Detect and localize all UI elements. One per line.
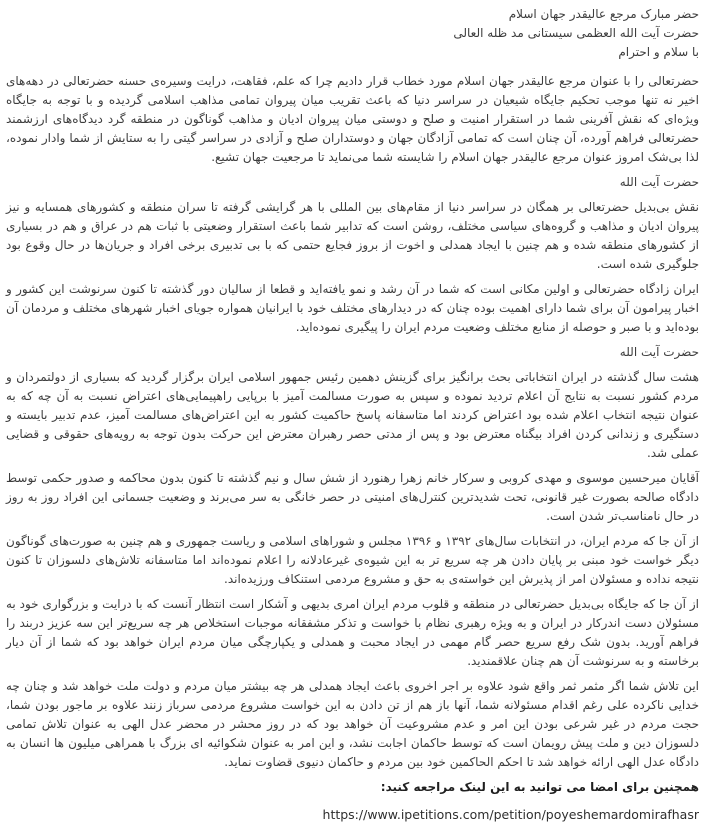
salutation-line-1: حضر مبارک مرجع عالیقدر جهان اسلام bbox=[508, 7, 699, 21]
paragraph-1: حضرتعالی را با عنوان مرجع عالیقدر جهان اسلام مورد خطاب قرار دادیم چرا که علم، فقاهت، درایت وسیره‌ی حسنه حضرتعالی در دهه‌های اخیر نه تنها موجب تحکیم جایگاه شیعیان در سراسر دنیا که باعث تقریب میان پیروان تمامی مذاهب اسلامی گردیده و با توجه به جایگاه ویژه‌ای که نقش آفرینی شما در استقرار امنیت و صلح و دوستی میان پیروان ادیان و مذاهب گوناگون در منطقه گرد دیدگاه‌های ارزشمند حضرتعالی فراهم آورده، آن چنان است که تمامی آزادگان جهان و دوستداران صلح و آزادی در سراسر گیتی را به ستایش از شما وادار نموده، لذا بی‌شک امروز عنوان مرجع عالیقدر جهان اسلام را شایسته شما می‌نماید تا مرجعیت جهان تشیع. bbox=[6, 74, 699, 164]
petition-url-link[interactable]: https://www.ipetitions.com/petition/poyeshemardomirafhasr bbox=[322, 807, 699, 822]
salutation-line-2: حضرت آیت الله العظمی سیستانی مد ظله العالی bbox=[453, 26, 699, 40]
signature-prompt: همچنین برای امضا می توانید به این لینک مراجعه کنید: bbox=[380, 780, 699, 794]
paragraph-7: از آن جا که جایگاه بی‌بدیل حضرتعالی در منطقه و قلوب مردم ایران امری بدیهی و آشکار است انتظار آنست که با درایت و بزرگواری خود به مسئولان دست اندرکار در ایران و به ویژه رهبری نظام با خواست و تذکر مشفقانه موجبات استخلاص هر چه سریع‌تر این سه عزیز دربند را فراهم آورید. بدون شک رفع سریع حصر گام مهمی در ایجاد محبت و همدلی و یکپارچگی میان مردم ایران خواهد بود که شما از آن دیار برخاسته و به سرنوشت آن هم چنان علاقمندید. bbox=[6, 597, 699, 668]
subheading-ayatollah-1: حضرت آیت الله bbox=[619, 175, 699, 189]
paragraph-6: از آن جا که مردم ایران، در انتخابات سال‌های ۱۳۹۲ و ۱۳۹۶ مجلس و شوراهای اسلامی و ریاست جمهوری و هم چنین به صورت‌های گوناگون دیگر خواست خود مبنی بر پایان دادن هر چه سریع تر به این شیوه‌ی غیرعادلانه را اعلام نموده‌اند اما متاسفانه تلاش‌های دلسوزان تا کنون نتیجه نداده و مسئولان امر از پذیرش این خواسته‌ی به حق و مشروع مردمی استنکاف ورزیده‌اند. bbox=[6, 534, 699, 586]
paragraph-5: آقایان میرحسین موسوی و مهدی کروبی و سرکار خانم زهرا رهنورد از شش سال و نیم گذشته تا کنون بدون محاکمه و صدور حکمی توسط دادگاه صالحه بصورت غیر قانونی، تحت شدیدترین کنترل‌های امنیتی در حصر خانگی به سر می‌برند و وضعیت جسمانی این افراد روز به روز در حال نامناسب‌تر شدن است. bbox=[6, 471, 699, 523]
paragraph-8: این تلاش شما اگر مثمر ثمر واقع شود علاوه بر اجر اخروی باعث ایجاد همدلی هر چه بیشتر میان مردم و دولت ملت خواهد شد و چنان چه خدایی ناکرده علی رغم اقدام مسئولانه شما، آنها باز هم از تن دادن به این خواست مشروع مردمی سرباز زنند علاوه بر ماجور بودن شما، حجت مردم در غیر شرعی بودن این امر و عدم مشروعیت آن خواهد بود که در روز محشر در محضر عدل الهی به عنوان تلاش تمامی دلسوزان دین و ملت پیش رویمان است که توسط حاکمان اجابت نشد، و این امر به عنوان شکوائیه ای بزرگ با همراهی میلیون ها انسان به دادگاه عدل الهی ارائه خواهد شد تا احکم الحاکمین خود بین مردم و حاکمان دنیوی قضاوت نماید. bbox=[6, 679, 699, 769]
paragraph-2: نقش بی‌بدیل حضرتعالی بر همگان در سراسر دنیا از مقام‌های بین المللی با هر گرایشی گرفته تا سران منطقه و کشورهای همسایه و نیز پیروان ادیان و مذاهب و گروه‌های سیاسی مختلف، روشن است که تدابیر شما باعث استقرار وضعیتی با ثبات هم در عراق و هم در بسیاری از کشورهای منطقه شده و هم چنین با ایجاد همدلی و اخوت از بروز فجایع حتمی که با بی تدبیری برخی افراد و جریان‌ها در حال وقوع بود جلوگیری شده است. bbox=[6, 200, 699, 271]
letter-salutation bbox=[6, 5, 699, 62]
paragraph-3: ایران زادگاه حضرتعالی و اولین مکانی است که شما در آن رشد و نمو یافته‌اید و قطعا از سالیان دور گذشته تا کنون سرنوشت این کشور و اخبار پیرامون آن برای شما دارای اهمیت بوده چنان که در دیدارهای مختلف خود با ایرانیان همواره جویای اخبار شهرهای مختلف و مردمان آن بوده‌اید و با صبر و حوصله از منابع مختلف وضعیت مردم ایران را پیگیری نموده‌اید. bbox=[6, 282, 699, 334]
salutation-line-3: با سلام و احترام bbox=[618, 45, 699, 59]
paragraph-4: هشت سال گذشته در ایران انتخاباتی بحث برانگیز برای گزینش دهمین رئیس جمهور اسلامی ایران برگزار گردید که بسیاری از دولتمردان و مردم کشور نسبت به نتایج آن اعلام تردید نموده و سپس به صورت مسالمت آمیز با برپایی راهپیمایی‌های اعتراض نسبت به آن چه که به عنوان نتیجه انتخاب اعلام شده بود اعتراض کردند اما متاسفانه پاسخ حاکمیت کشور به این اعتراض‌های مسالمت آمیز، عدم تدبیر بایسته و دستگیری و زندانی کردن افراد بیگناه معترض بود و پس از مدتی حصر رهبران معترض این حرکت بدون توجه به رویه‌های حقوقی و قضایی عملی شد. bbox=[6, 370, 699, 460]
subheading-ayatollah-2: حضرت آیت الله bbox=[619, 345, 699, 359]
